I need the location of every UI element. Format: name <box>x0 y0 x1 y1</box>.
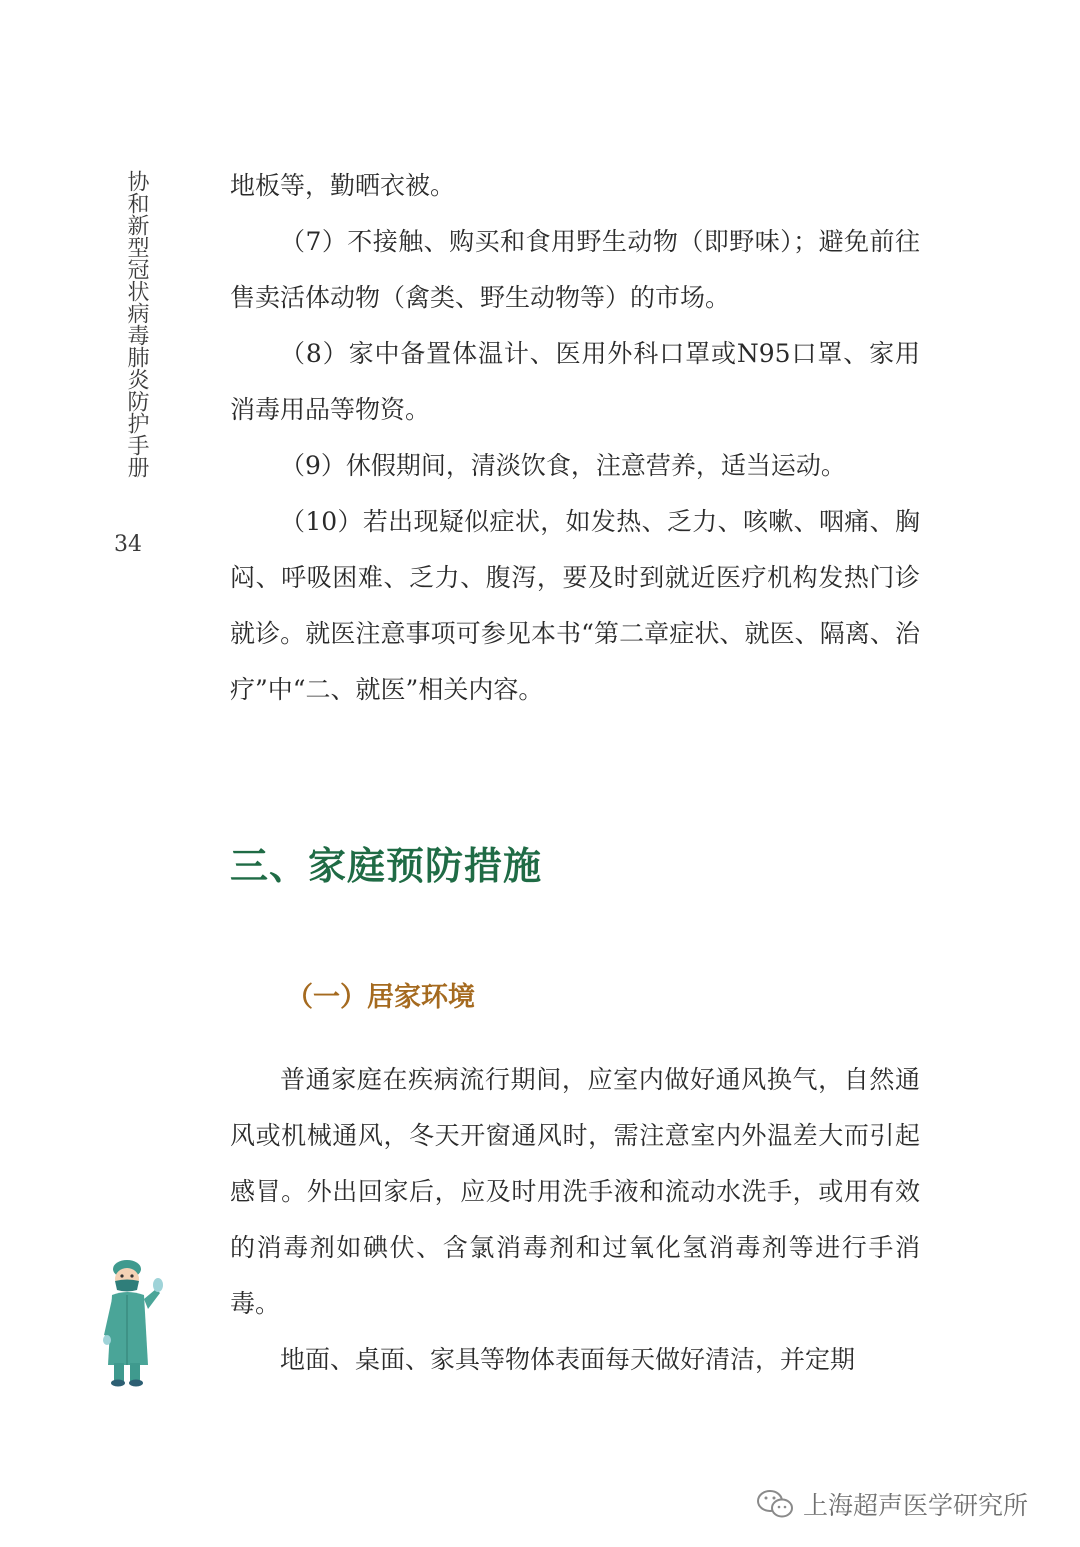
subsection-heading: （一）居家环境 <box>286 982 475 1013</box>
paragraph-home-ventilation: 普通家庭在疾病流行期间，应室内做好通风换气，自然通风或机械通风，冬天开窗通风时，需注意室内外温差大而引起感冒。外出回家后，应及时用洗手液和流动水洗手，或用有效的消毒剂如碘伏、含氯消毒剂和过氧化氢消毒剂等进行手消毒。 <box>230 1065 920 1318</box>
paragraph-surface-cleaning: 地面、桌面、家具等物体表面每天做好清洁，并定期 <box>280 1345 856 1374</box>
watermark-text: 上海超声医学研究所 <box>803 1491 1029 1520</box>
paragraph-item-7: （7）不接触、购买和食用野生动物（即野味）；避免前往售卖活体动物（禽类、野生动物等）的市场。 <box>230 227 920 312</box>
wechat-icon <box>755 1487 795 1521</box>
paragraph-item-8: （8）家中备置体温计、医用外科口罩或N95口罩、家用消毒用品等物资。 <box>230 339 920 424</box>
top-text-block <box>230 158 920 718</box>
section-heading: 三、家庭预防措施 <box>230 843 543 888</box>
page-number: 34 <box>114 532 142 557</box>
paragraph-continued: 地板等，勤晒衣被。 <box>230 171 456 200</box>
paragraph-item-10: （10）若出现疑似症状，如发热、乏力、咳嗽、咽痛、胸闷、呼吸困难、乏力、腹泻，要及时到就近医疗机构发热门诊就诊。就医注意事项可参见本书“第二章症状、就医、隔离、治疗”中“二、就医”相关内容。 <box>230 507 920 704</box>
bottom-text-block <box>230 1052 920 1388</box>
source-watermark <box>755 1484 1028 1524</box>
paragraph-item-9: （9）休假期间，清淡饮食，注意营养，适当运动。 <box>280 451 846 480</box>
vertical-book-title: 协和新型冠状病毒肺炎防护手册 <box>124 170 149 478</box>
doctor-illustration <box>100 1255 170 1390</box>
